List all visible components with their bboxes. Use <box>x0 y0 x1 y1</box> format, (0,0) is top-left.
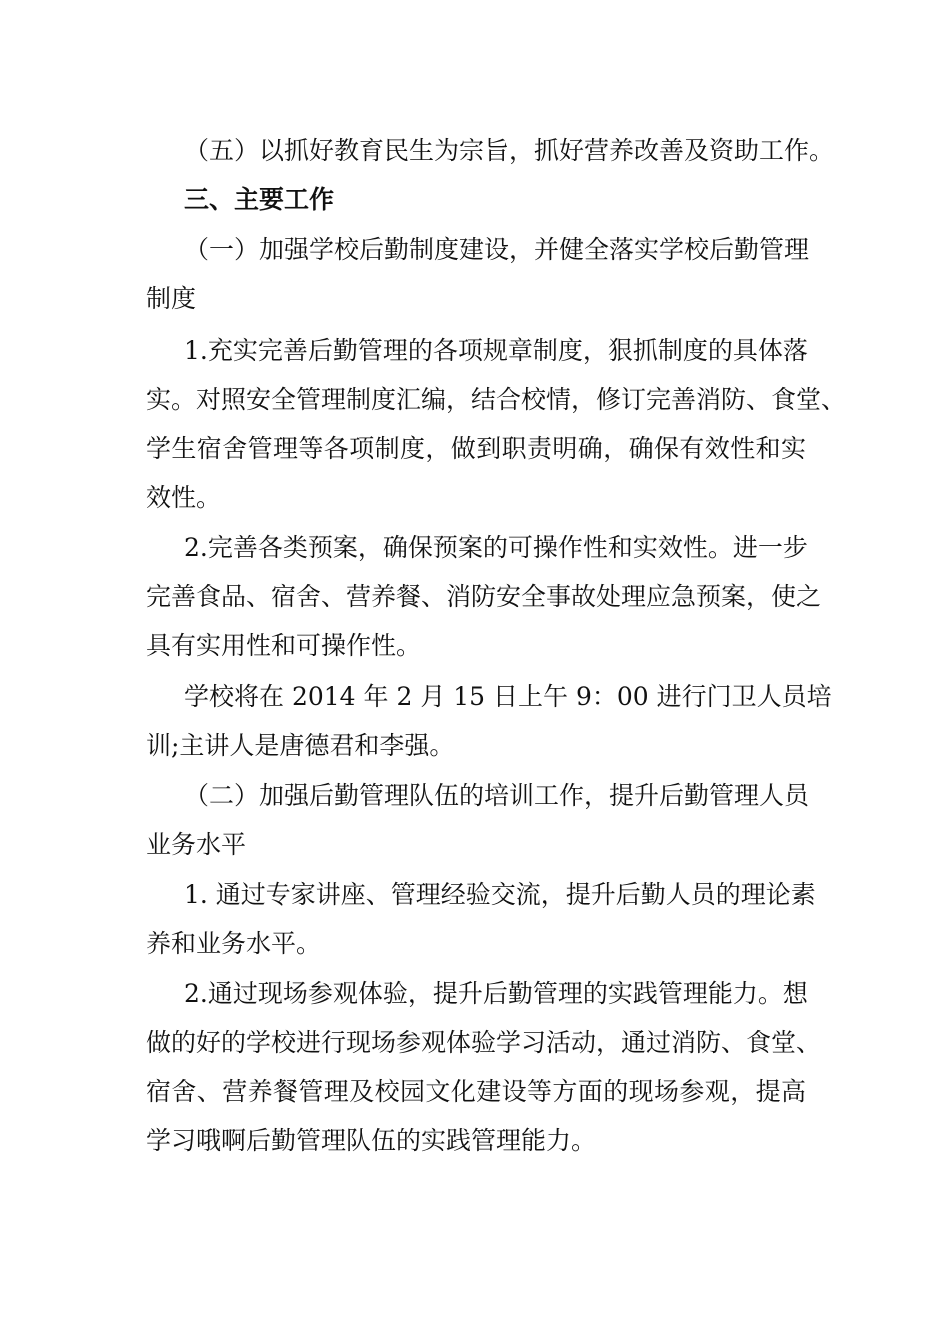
paragraph-training-notice <box>146 672 832 770</box>
text-line: 宿舍、营养餐管理及校园文化建设等方面的现场参观，提高 <box>146 1077 806 1106</box>
text-line: 完善食品、宿舍、营养餐、消防安全事故处理应急预案，使之 <box>146 582 822 611</box>
text-line: 1.充实完善后勤管理的各项规章制度，狠抓制度的具体落 <box>184 336 808 365</box>
text-line: （五）以抓好教育民生为宗旨，抓好营养改善及资助工作。 <box>184 136 835 165</box>
paragraph-item-2-1 <box>146 870 816 968</box>
paragraph-subsection-2 <box>146 771 810 869</box>
paragraph-subsection-1 <box>146 225 810 323</box>
text-line: 养和业务水平。 <box>146 929 322 958</box>
text-line: （一）加强学校后勤制度建设，并健全落实学校后勤管理 <box>184 235 810 264</box>
text-line: （二）加强后勤管理队伍的培训工作，提升后勤管理人员 <box>184 781 810 810</box>
text-line: 1. 通过专家讲座、管理经验交流，提升后勤人员的理论素 <box>184 880 816 909</box>
text-line: 训;主讲人是唐德君和李强。 <box>146 731 455 760</box>
text-line: 学生宿舍管理等各项制度，做到职责明确，确保有效性和实 <box>146 434 806 463</box>
paragraph-item-1-2 <box>146 523 822 670</box>
paragraph-item-1-1 <box>146 326 847 522</box>
section-heading-main-work <box>146 175 806 224</box>
text-line: 学校将在 2014 年 2 月 15 日上午 9：00 进行门卫人员培 <box>184 682 832 711</box>
text-line: 学习哦啊后勤管理队伍的实践管理能力。 <box>146 1126 597 1155</box>
text-line: 业务水平 <box>146 830 247 859</box>
text-line: 做的好的学校进行现场参观体验学习活动，通过消防、食堂、 <box>146 1028 822 1057</box>
text-line: 2.完善各类预案，确保预案的可操作性和实效性。进一步 <box>184 533 808 562</box>
text-line: 2.通过现场参观体验，提升后勤管理的实践管理能力。想 <box>184 979 808 1008</box>
text-line: 效性。 <box>146 483 222 512</box>
text-line: 制度 <box>146 284 197 313</box>
text-line: 具有实用性和可操作性。 <box>146 631 422 660</box>
heading-text: 三、主要工作 <box>184 185 335 214</box>
paragraph-item-2-2 <box>146 969 822 1165</box>
text-line: 实。对照安全管理制度汇编，结合校情，修订完善消防、食堂、 <box>146 385 847 414</box>
paragraph-principle-5 <box>146 126 835 175</box>
